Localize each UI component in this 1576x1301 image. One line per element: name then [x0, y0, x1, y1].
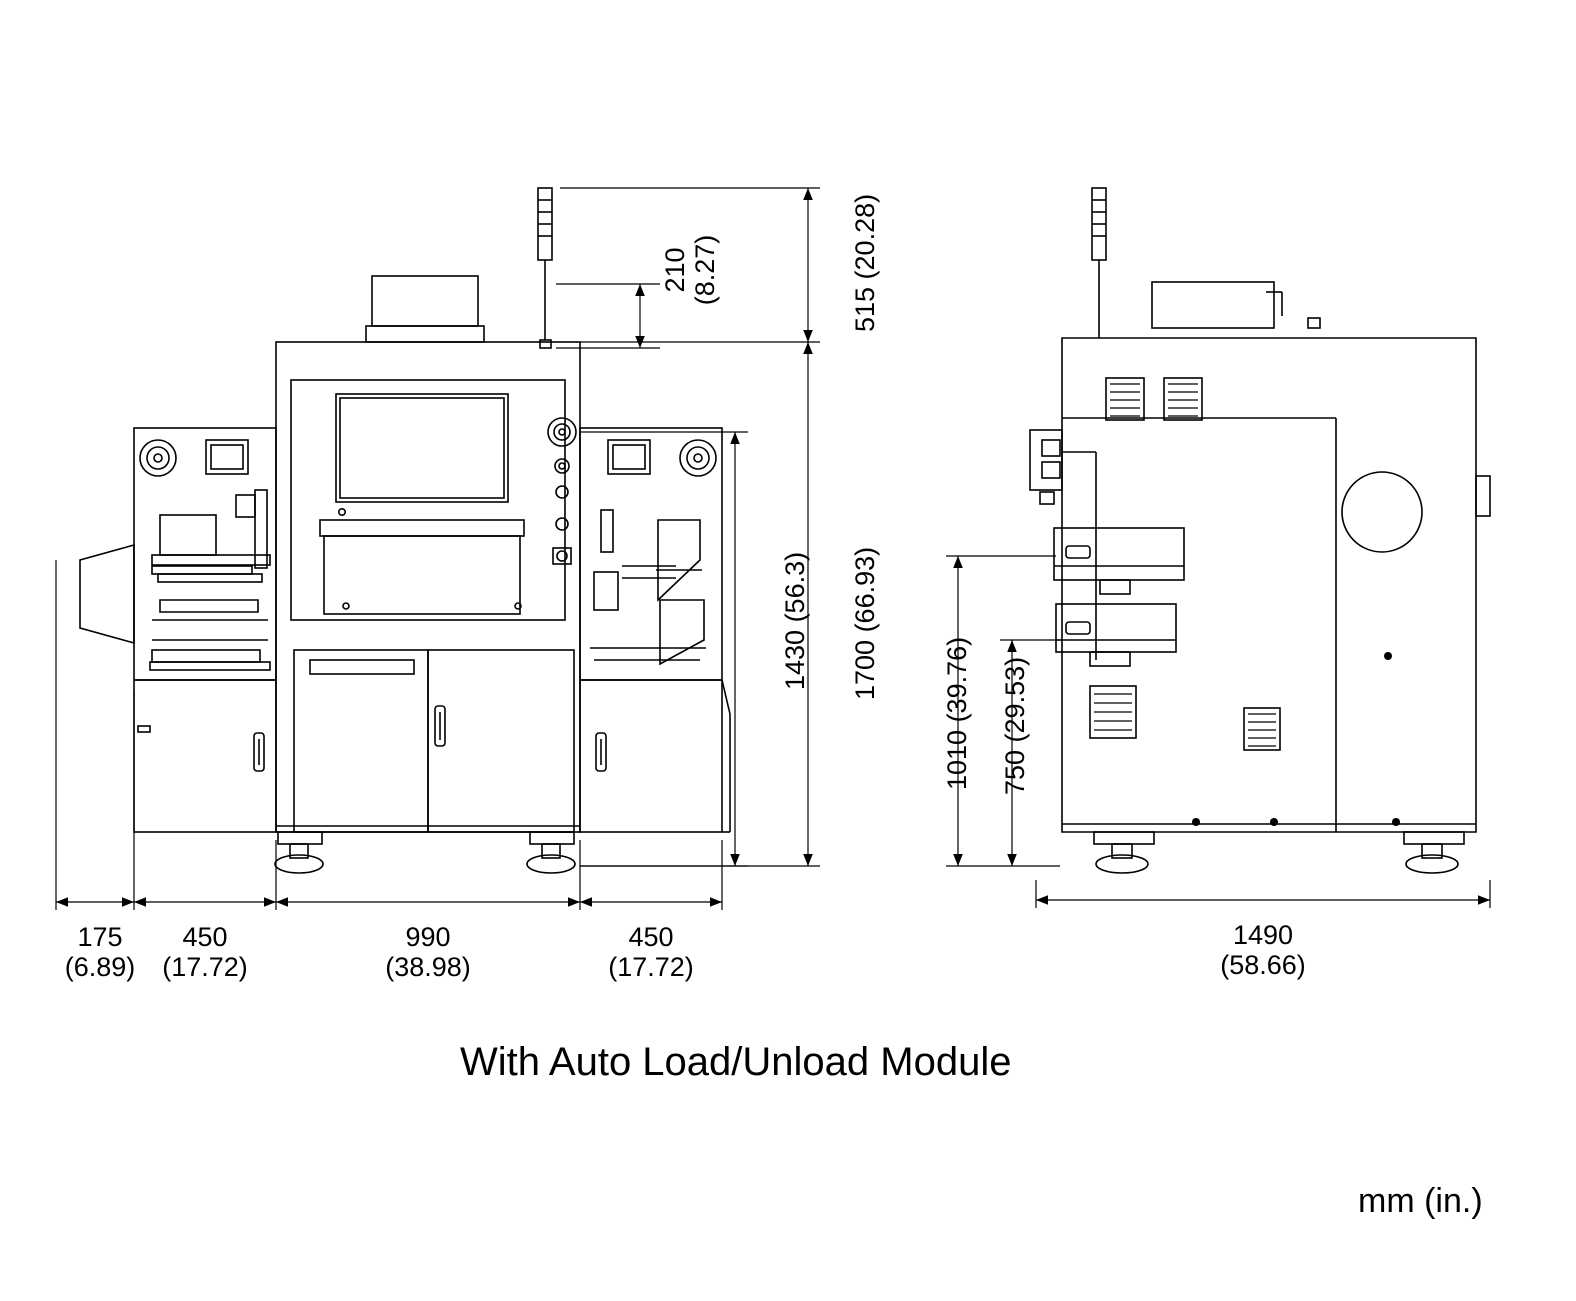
dim-label-175-in: (6.89): [64, 952, 136, 983]
dim-label-450-left-mm: 450: [182, 922, 228, 952]
drawing-caption: With Auto Load/Unload Module: [460, 1040, 1012, 1084]
units-note: mm (in.): [1358, 1182, 1483, 1220]
side-view-geometry: [1030, 188, 1490, 873]
dim-label-990: [368, 922, 488, 982]
dim-label-990-mm: 990: [405, 922, 451, 952]
dim-label-990-in: (38.98): [385, 952, 471, 983]
dim-label-1490-in: (58.66): [1220, 950, 1306, 981]
dim-label-210-mm: 210: [660, 247, 690, 293]
dim-label-1430: 1430 (56.3): [780, 551, 810, 690]
dim-label-175: [60, 922, 140, 982]
dim-label-1490: [1203, 920, 1323, 980]
dim-label-1490-mm: 1490: [1232, 920, 1294, 950]
dim-label-175-mm: 175: [77, 922, 123, 952]
dimension-lines: [56, 188, 1490, 910]
dim-label-450-right: [591, 922, 711, 982]
dim-label-450-left: [145, 922, 265, 982]
dim-label-1700: 1700 (66.93): [850, 546, 880, 700]
dim-label-450-right-in: (17.72): [608, 952, 694, 983]
dim-label-515: 515 (20.28): [850, 193, 880, 332]
dim-label-210-in: (8.27): [690, 234, 721, 306]
dim-label-750: 750 (29.53): [1000, 656, 1030, 795]
dim-label-450-right-mm: 450: [628, 922, 674, 952]
dim-label-210: [660, 210, 720, 330]
dim-label-450-left-in: (17.72): [162, 952, 248, 983]
dim-label-1010: 1010 (39.76): [942, 636, 972, 790]
front-view-geometry: [80, 188, 730, 873]
